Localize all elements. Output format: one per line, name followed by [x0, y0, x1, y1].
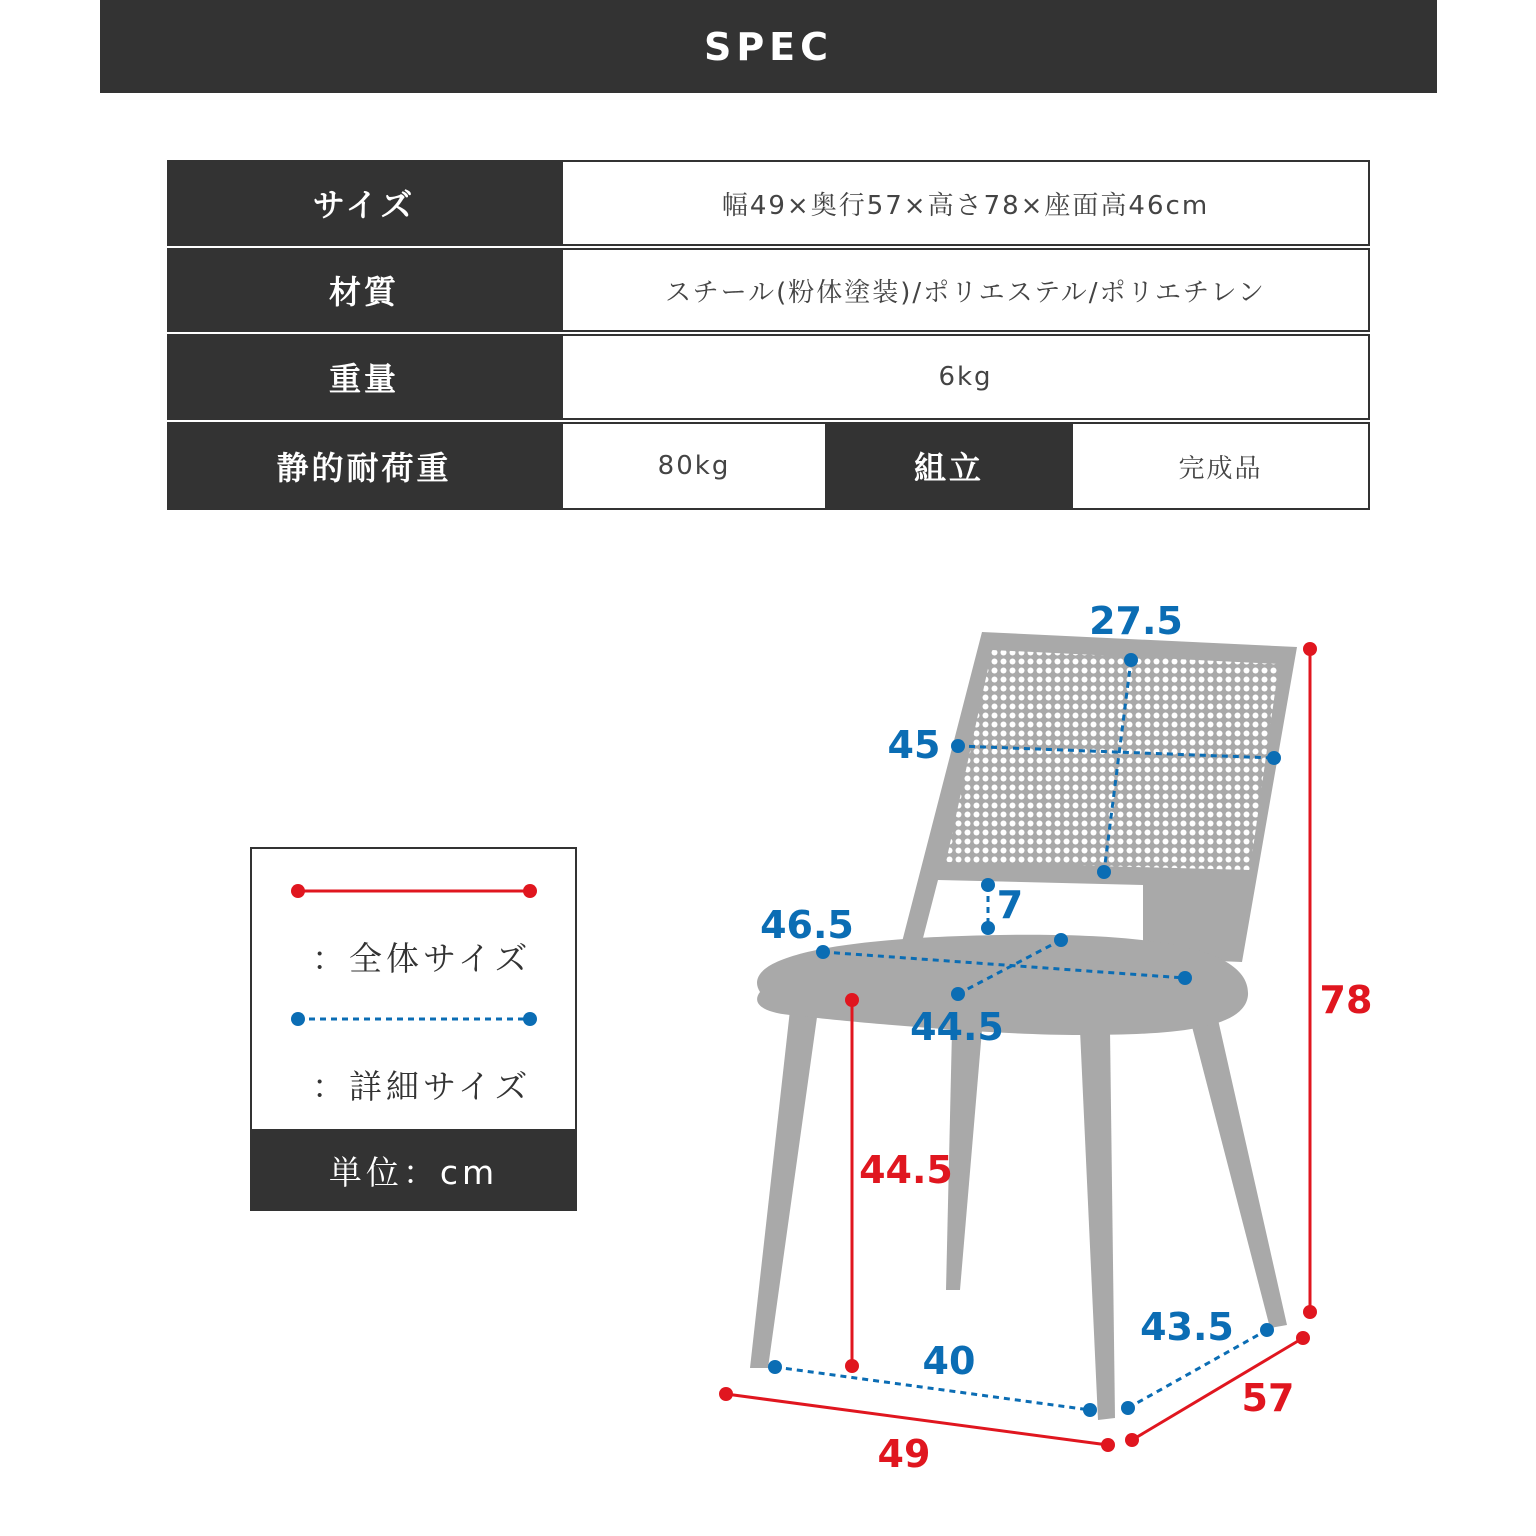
- dot: [816, 945, 830, 959]
- chair-leg-back-right: [1189, 1015, 1287, 1328]
- material-value: スチール(粉体塗装)/ポリエステル/ポリエチレン: [561, 248, 1370, 332]
- label-overall-depth: 57: [1241, 1376, 1295, 1420]
- legend-unit: 単位：cm: [250, 1129, 577, 1211]
- chair-leg-front-left: [750, 1010, 818, 1368]
- label-back-gap: 7: [996, 883, 1024, 927]
- size-label: サイズ: [167, 160, 561, 246]
- dot: [951, 739, 965, 753]
- material-label: 材質: [167, 248, 561, 332]
- assembly-label: 組立: [827, 422, 1071, 510]
- size-value: 幅49×奥行57×高さ78×座面高46cm: [561, 160, 1370, 246]
- chair-illustration: [750, 632, 1297, 1420]
- chair-leg-front-right: [1080, 1030, 1115, 1420]
- dot: [1054, 933, 1068, 947]
- dot: [1083, 1403, 1097, 1417]
- dot: [1260, 1323, 1274, 1337]
- label-overall-width: 49: [877, 1432, 931, 1476]
- dot: [719, 1387, 733, 1401]
- chair-back-cane: [946, 650, 1279, 870]
- weight-value: 6kg: [561, 334, 1370, 420]
- label-overall-height: 78: [1319, 978, 1373, 1022]
- dot: [1303, 1305, 1317, 1319]
- dot: [951, 987, 965, 1001]
- dot: [1296, 1331, 1310, 1345]
- dot: [1121, 1401, 1135, 1415]
- weight-label: 重量: [167, 334, 561, 420]
- label-seat-height: 44.5: [859, 1148, 953, 1192]
- dot: [1124, 653, 1138, 667]
- legend-overall-label: ：全体サイズ: [312, 939, 532, 978]
- dot: [1178, 971, 1192, 985]
- load-label: 静的耐荷重: [167, 422, 561, 510]
- label-leg-depth: 43.5: [1140, 1305, 1234, 1349]
- dot: [1125, 1433, 1139, 1447]
- dot: [981, 878, 995, 892]
- spec-title: SPEC: [703, 24, 834, 69]
- label-back-width: 45: [887, 723, 941, 767]
- load-value: 80kg: [561, 422, 827, 510]
- label-back-height: 27.5: [1089, 599, 1183, 643]
- label-leg-width: 40: [922, 1339, 976, 1383]
- dot: [1101, 1438, 1115, 1452]
- dot: [845, 993, 859, 1007]
- assembly-value: 完成品: [1071, 422, 1370, 510]
- label-seat-depth: 44.5: [910, 1005, 1004, 1049]
- dot: [768, 1360, 782, 1374]
- dot: [845, 1359, 859, 1373]
- dot: [1097, 865, 1111, 879]
- label-seat-width: 46.5: [760, 903, 854, 947]
- dot: [1303, 642, 1317, 656]
- legend-detail-label: ：詳細サイズ: [312, 1067, 532, 1106]
- dot: [981, 921, 995, 935]
- dot: [1267, 751, 1281, 765]
